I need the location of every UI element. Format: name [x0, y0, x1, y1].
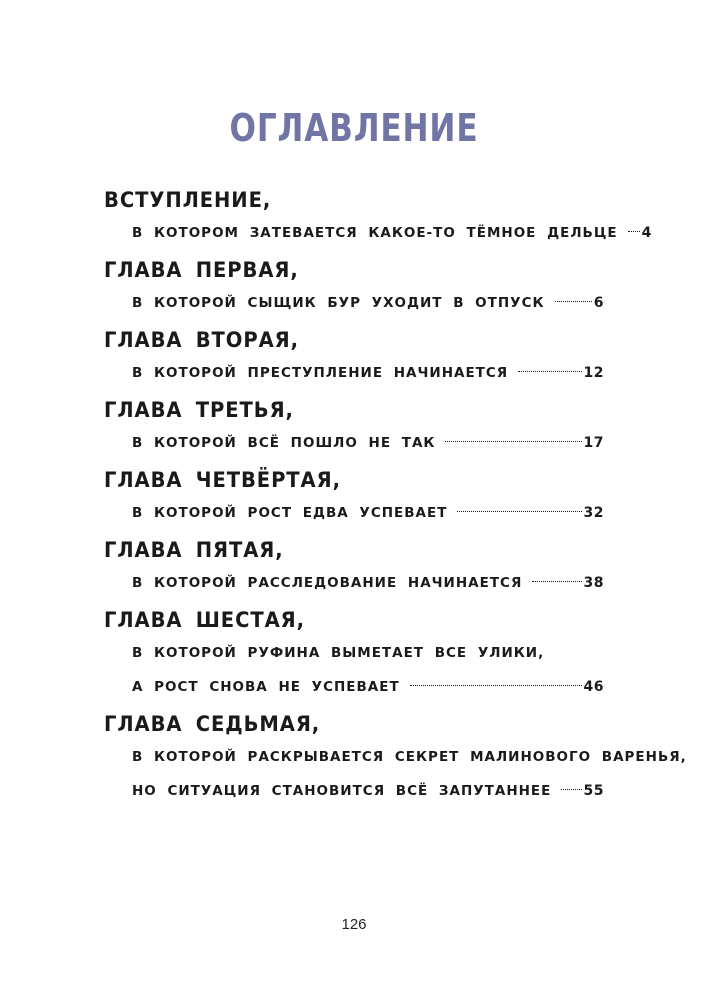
chapter-subtitle: В КОТОРОМ ЗАТЕВАЕТСЯ КАКОЕ-ТО ТЁМНОЕ ДЕЛЬЦЕ: [132, 225, 618, 241]
chapter-page-number: 6: [593, 295, 604, 311]
chapter-heading: ГЛАВА ШЕСТАЯ,: [104, 608, 305, 632]
chapter-subtitle: В КОТОРОЙ СЫЩИК БУР УХОДИТ В ОТПУСК: [132, 295, 545, 311]
chapter-page-number: 46: [583, 679, 604, 695]
chapter-subtitle: А РОСТ СНОВА НЕ УСПЕВАЕТ: [132, 679, 400, 695]
toc-entry-chapter-6: [104, 606, 604, 710]
chapter-subtitle: В КОТОРОЙ РАССЛЕДОВАНИЕ НАЧИНАЕТСЯ: [132, 575, 523, 591]
chapter-subtitle-line: [132, 566, 604, 600]
toc-entry-chapter-2: [104, 326, 604, 396]
dot-leader: [457, 511, 581, 512]
dot-leader: [561, 789, 581, 790]
chapter-subtitle-line: [132, 740, 687, 774]
dot-leader: [628, 231, 640, 232]
chapter-subtitle-line: [132, 636, 604, 670]
chapter-page-number: 32: [583, 505, 604, 521]
chapter-subtitle: НО СИТУАЦИЯ СТАНОВИТСЯ ВСЁ ЗАПУТАННЕЕ: [132, 783, 552, 799]
dot-leader: [445, 441, 581, 442]
chapter-heading: ГЛАВА ПЕРВАЯ,: [104, 258, 299, 282]
chapter-subtitle-line: [132, 216, 652, 250]
chapter-heading: ГЛАВА ЧЕТВЁРТАЯ,: [104, 468, 341, 492]
toc-entry-chapter-7: [104, 710, 687, 814]
chapter-subtitle-line: [132, 774, 604, 808]
toc-entry-chapter-1: [104, 256, 604, 326]
chapter-page-number: 12: [583, 365, 604, 381]
chapter-heading: ГЛАВА ВТОРАЯ,: [104, 328, 299, 352]
chapter-subtitle-line: [132, 356, 604, 390]
chapter-subtitle: В КОТОРОЙ ПРЕСТУПЛЕНИЕ НАЧИНАЕТСЯ: [132, 365, 509, 381]
chapter-subtitle-line: [132, 496, 604, 530]
toc-entry-intro: [104, 186, 652, 256]
dot-leader: [518, 371, 581, 372]
dot-leader: [410, 685, 582, 686]
chapter-heading: ГЛАВА ТРЕТЬЯ,: [104, 398, 294, 422]
page-number: 126: [341, 916, 367, 933]
chapter-page-number: 55: [583, 783, 604, 799]
chapter-heading: ГЛАВА ПЯТАЯ,: [104, 538, 284, 562]
chapter-subtitle-line: [132, 670, 604, 704]
table-of-contents: [104, 186, 687, 814]
chapter-heading: ГЛАВА СЕДЬМАЯ,: [104, 712, 321, 736]
toc-entry-chapter-3: [104, 396, 604, 466]
dot-leader: [555, 301, 592, 302]
chapter-subtitle-line: [132, 286, 604, 320]
chapter-subtitle: В КОТОРОЙ ВСЁ ПОШЛО НЕ ТАК: [132, 435, 436, 451]
chapter-page-number: 17: [583, 435, 604, 451]
chapter-page-number: 4: [641, 225, 652, 241]
chapter-subtitle: В КОТОРОЙ РУФИНА ВЫМЕТАЕТ ВСЕ УЛИКИ,: [132, 645, 545, 661]
chapter-heading: ВСТУПЛЕНИЕ,: [104, 188, 272, 212]
dot-leader: [532, 581, 581, 582]
toc-entry-chapter-5: [104, 536, 604, 606]
page-title: ОГЛАВЛЕНИЕ: [229, 106, 479, 150]
chapter-subtitle-line: [132, 426, 604, 460]
chapter-subtitle: В КОТОРОЙ РОСТ ЕДВА УСПЕВАЕТ: [132, 505, 448, 521]
chapter-page-number: 38: [583, 575, 604, 591]
toc-entry-chapter-4: [104, 466, 604, 536]
chapter-subtitle: В КОТОРОЙ РАСКРЫВАЕТСЯ СЕКРЕТ МАЛИНОВОГО ВАРЕНЬЯ,: [132, 749, 687, 765]
